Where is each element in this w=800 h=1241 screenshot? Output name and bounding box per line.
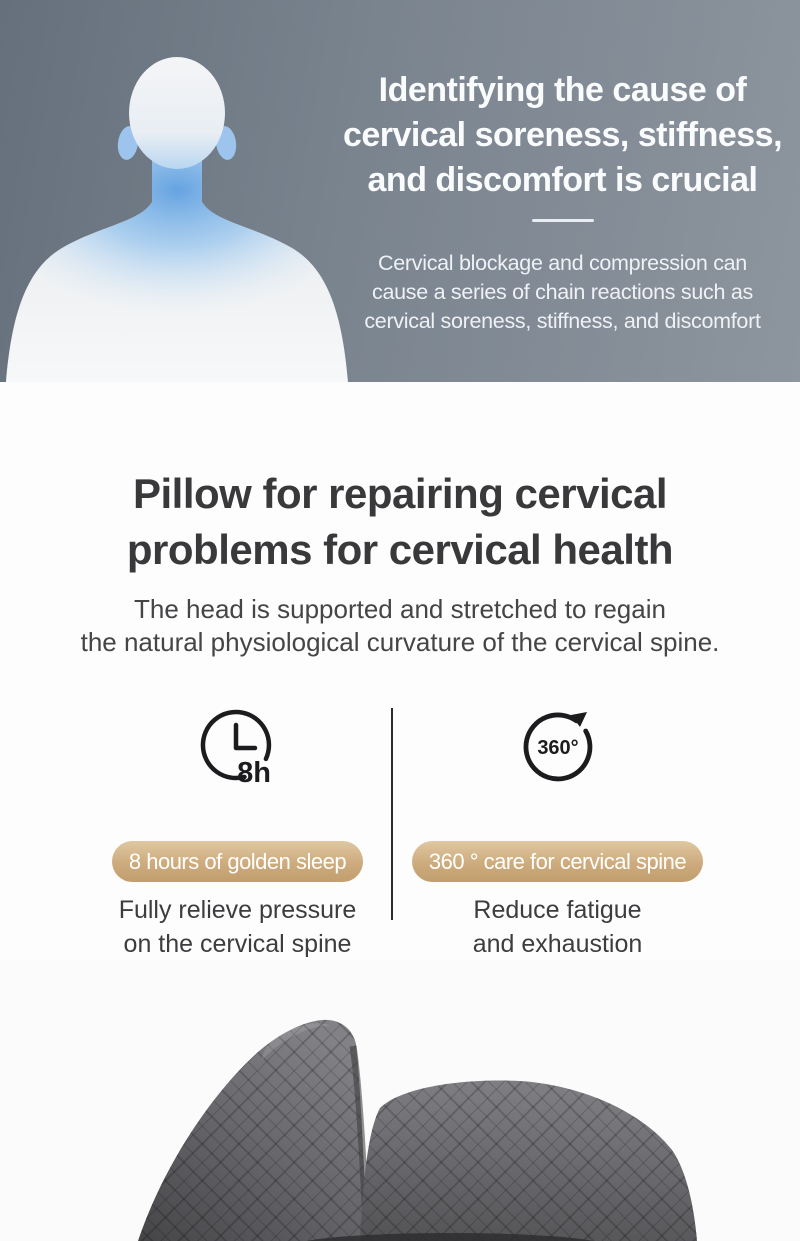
pillow-photo-section: [0, 960, 800, 1241]
hero-paragraph-line: cause a series of chain reactions such as: [372, 280, 753, 304]
hero-text-block: [325, 0, 800, 336]
section-title-line: Pillow for repairing cervical: [132, 470, 668, 517]
feature-badge-care: 360 ° care for cervical spine: [412, 841, 703, 882]
feature-desc-sleep: [40, 893, 435, 961]
hero-heading: [325, 68, 800, 203]
section-title-line: problems for cervical health: [126, 526, 674, 573]
section-subtitle: [0, 593, 800, 659]
vertical-divider: [391, 708, 393, 920]
hero-section: [0, 0, 800, 382]
feature-badge-sleep: 8 hours of golden sleep: [112, 841, 363, 882]
clock-8h-icon: [196, 705, 280, 789]
intro-section: [0, 382, 800, 659]
human-back-figure-icon: [0, 10, 348, 382]
section-subtitle-line: The head is supported and stretched to regain: [134, 594, 666, 624]
hero-heading-line: cervical soreness, stiffness,: [342, 116, 783, 154]
rotate-icon-label: 360°: [536, 737, 579, 759]
feature-desc-line: and exhaustion: [472, 930, 643, 958]
features-section: [0, 659, 800, 960]
feature-360-care: [405, 705, 710, 961]
feature-desc-line: Reduce fatigue: [473, 896, 642, 924]
section-subtitle-line: the natural physiological curvature of the cervical spine.: [80, 627, 720, 657]
hero-paragraph: [325, 249, 800, 336]
divider-line: [532, 219, 594, 222]
hero-heading-line: and discomfort is crucial: [367, 161, 758, 199]
feature-desc-care: [405, 893, 710, 961]
section-title: [0, 466, 800, 578]
pillow-photo: [0, 960, 800, 1241]
clock-icon-label: 8h: [236, 757, 271, 789]
feature-desc-line: Fully relieve pressure: [118, 896, 357, 924]
hero-heading-line: Identifying the cause of: [378, 71, 747, 109]
rotate-360-icon: [516, 705, 600, 789]
hero-paragraph-line: Cervical blockage and compression can: [378, 251, 747, 275]
feature-desc-line: on the cervical spine: [123, 930, 352, 958]
feature-golden-sleep: [40, 705, 435, 961]
hero-paragraph-line: cervical soreness, stiffness, and discomfort: [364, 309, 761, 333]
